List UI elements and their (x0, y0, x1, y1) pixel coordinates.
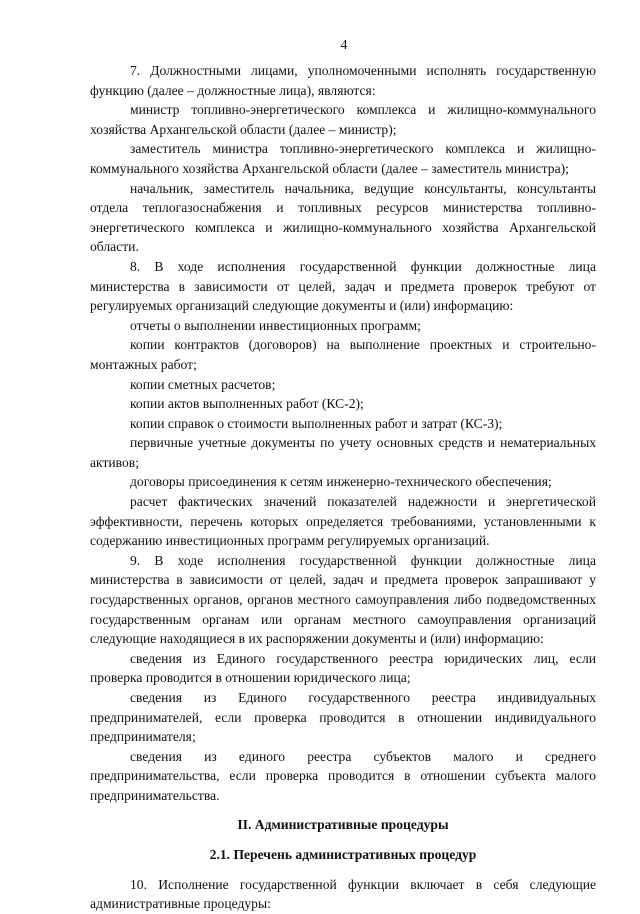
subsection-heading: 2.1. Перечень административных процедур (209, 847, 477, 863)
list-item-reports: отчеты о выполнении инвестиционных программ; (130, 317, 421, 333)
list-item-sme-registry: сведения из единого реестра субъектов малого и среднего предпринимательства, если проверка проводится в отношении субъекта малого предпринимательства. (90, 748, 596, 803)
list-item-reliability-calculation: расчет фактических значений показателей надежности и энергетической эффективности, перечень которых определяется требованиями, установленными к содержанию инвестиционных программ регулируемых организаций. (90, 494, 596, 549)
section-heading: II. Административные процедуры (237, 816, 449, 832)
body-text-part1 (90, 61, 596, 806)
list-item-estimates: копии сметных расчетов; (130, 376, 276, 392)
list-item-contracts: копии контрактов (договоров) на выполнение проектных и строительно-монтажных работ; (90, 337, 596, 372)
list-item-department-staff: начальник, заместитель начальника, ведущие консультанты, консультанты отдела теплогазоснабжения и топливных ресурсов министерства топливно-энергетического комплекса и жилищно-коммунального хозяйства Архангельской области. (90, 180, 596, 255)
list-item-deputy-minister: заместитель министра топливно-энергетического комплекса и жилищно-коммунального хозяйства Архангельской области (далее – заместитель министра); (90, 141, 596, 176)
paragraph-7: 7. Должностными лицами, уполномоченными исполнять государственную функцию (далее – должностные лица), являются: (90, 63, 596, 98)
list-item-connection-contracts: договоры присоединения к сетям инженерно-технического обеспечения; (130, 474, 552, 490)
page-number: 4 (340, 37, 348, 52)
list-item-egrul: сведения из Единого государственного реестра юридических лиц, если проверка проводится в отношении юридического лица; (90, 650, 596, 686)
body-text-part2 (90, 875, 596, 914)
list-item-ks2: копии актов выполненных работ (КС-2); (130, 396, 364, 412)
list-item-ks3: копии справок о стоимости выполненных работ и затрат (КС-3); (130, 415, 503, 431)
list-item-minister: министр топливно-энергетического комплекса и жилищно-коммунального хозяйства Архангельской области (далее – министр); (90, 102, 596, 137)
document-page (90, 36, 596, 914)
paragraph-9: 9. В ходе исполнения государственной функции должностные лица министерства в зависимости от целей, задач и предмета проверок запрашивают у государственных органов, органов местного самоуправления либо подведомственных государственным органам или органам местного самоуправления организаций следующие находящиеся в их распоряжении документы и (или) информацию: (90, 552, 596, 647)
paragraph-8: 8. В ходе исполнения государственной функции должностные лица министерства в зависимости от целей, задач и предмета проверок требуют от регулируемых организаций следующие документы и (или) информацию: (90, 258, 596, 314)
list-item-primary-docs: первичные учетные документы по учету основных средств и нематериальных активов; (90, 435, 596, 470)
paragraph-10: 10. Исполнение государственной функции включает в себя следующие административные процедуры: (90, 876, 596, 912)
list-item-egrip: сведения из Единого государственного реестра индивидуальных предпринимателей, если проверка проводится в отношении индивидуального предпринимателя; (90, 690, 596, 745)
